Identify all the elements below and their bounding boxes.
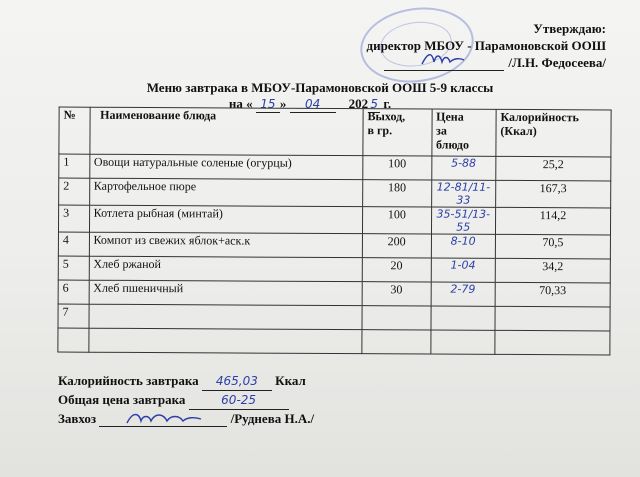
- row-num: 2: [59, 178, 90, 205]
- price-total-label: Общая цена завтрака: [58, 392, 186, 407]
- row-num: 4: [58, 232, 89, 256]
- year-prefix: 202: [348, 96, 369, 111]
- row-calories: 25,2: [496, 156, 611, 181]
- table-row: [58, 280, 610, 307]
- manager-row: [58, 410, 314, 427]
- row-dish-name: Хлеб пшеничный: [89, 280, 362, 305]
- row-price: 2-79: [431, 282, 495, 306]
- calories-total-row: [58, 372, 314, 391]
- year-suffix: г.: [383, 96, 392, 111]
- header-cal-l2: (Ккал): [500, 123, 537, 139]
- row-price: 8-10: [431, 234, 495, 258]
- row-calories: 167,3: [496, 180, 611, 208]
- row-dish-name: Картофельное пюре: [89, 178, 362, 206]
- header-price: [431, 109, 496, 156]
- calories-unit: Ккал: [275, 373, 306, 388]
- row-output: [362, 306, 431, 330]
- header-num: №: [59, 107, 90, 154]
- table-row: [58, 304, 610, 331]
- calories-total-label: Калорийность завтрака: [58, 373, 199, 388]
- table-row: [58, 232, 610, 259]
- header-calories: [496, 109, 611, 157]
- header-cal-l1: Калорийность: [500, 109, 579, 125]
- row-calories: 70,33: [495, 282, 610, 307]
- table-row: [59, 154, 611, 181]
- row-dish-name: [89, 304, 362, 329]
- manager-label: Завхоз: [58, 411, 97, 426]
- row-price: 12-81/11-33: [431, 180, 496, 207]
- header-price-l2: за: [436, 123, 447, 138]
- director-name: /Л.Н. Федосеева/: [508, 55, 606, 70]
- row-calories: [495, 306, 610, 331]
- header-output: [363, 109, 432, 156]
- summary-block: [58, 372, 314, 427]
- row-calories: 114,2: [495, 207, 610, 235]
- row-dish-name: [88, 328, 361, 353]
- row-output: 180: [363, 180, 432, 207]
- date-prefix: на «: [228, 96, 253, 111]
- price-total-row: [58, 391, 314, 410]
- header-output-l1: Выход,: [367, 109, 406, 124]
- row-num: 5: [58, 256, 89, 280]
- row-output: 100: [363, 156, 432, 180]
- table-row: [59, 178, 611, 208]
- approval-position: директор МБОУ - Парамоновской ООШ: [366, 38, 606, 53]
- header-output-l2: в гр.: [367, 123, 393, 138]
- calories-total-value: 465,03: [202, 373, 272, 391]
- table-row: [58, 256, 610, 283]
- director-signature: [420, 50, 466, 68]
- table-row: [58, 328, 610, 355]
- row-num: 3: [58, 205, 89, 232]
- row-dish-name: Котлета рыбная (минтай): [89, 205, 362, 233]
- price-total-value: 60-25: [189, 392, 289, 410]
- menu-table: [57, 107, 611, 356]
- row-price: 35-51/13-55: [431, 207, 496, 234]
- date-day: 15: [256, 96, 280, 113]
- table-row: [58, 205, 610, 235]
- date-month: 04: [290, 96, 336, 113]
- row-num: 1: [59, 154, 90, 178]
- header-price-l3: блюдо: [435, 137, 470, 152]
- table-header-row: [59, 107, 611, 157]
- row-output: [362, 330, 431, 354]
- date-mid: »: [279, 96, 287, 111]
- menu-body: [58, 154, 611, 355]
- title-line: Меню завтрака в МБОУ-Парамоновской ООШ 5-9 классы: [146, 80, 494, 95]
- approval-label: Утверждаю:: [533, 21, 606, 36]
- row-price: 5-88: [431, 156, 495, 180]
- row-output: 30: [362, 282, 431, 306]
- row-dish-name: Овощи натуральные соленые (огурцы): [89, 154, 362, 179]
- manager-signature-line: [99, 410, 227, 427]
- row-price: [431, 306, 495, 330]
- row-dish-name: Компот из свежих яблок+аск.к: [89, 232, 362, 257]
- row-num: 7: [58, 304, 89, 328]
- row-output: 100: [362, 207, 431, 234]
- row-calories: 70,5: [495, 234, 610, 259]
- header-name: [89, 107, 363, 155]
- header-price-l1: Цена: [436, 109, 464, 124]
- manager-name: /Руднева Н.А./: [230, 411, 315, 426]
- approval-block: [367, 20, 606, 71]
- row-output: 20: [362, 258, 431, 282]
- approval-signature-line: [367, 54, 606, 71]
- row-calories: [495, 330, 610, 355]
- year-digit: 5: [368, 96, 380, 113]
- row-output: 200: [362, 234, 431, 258]
- row-price: [430, 330, 494, 354]
- manager-signature: [123, 411, 203, 427]
- row-num: [58, 328, 89, 352]
- row-price: 1-04: [431, 258, 495, 282]
- row-calories: 34,2: [495, 258, 610, 283]
- row-dish-name: Хлеб ржаной: [89, 256, 362, 281]
- header-name-text: Наименование блюда: [100, 107, 217, 123]
- row-num: 6: [58, 280, 89, 304]
